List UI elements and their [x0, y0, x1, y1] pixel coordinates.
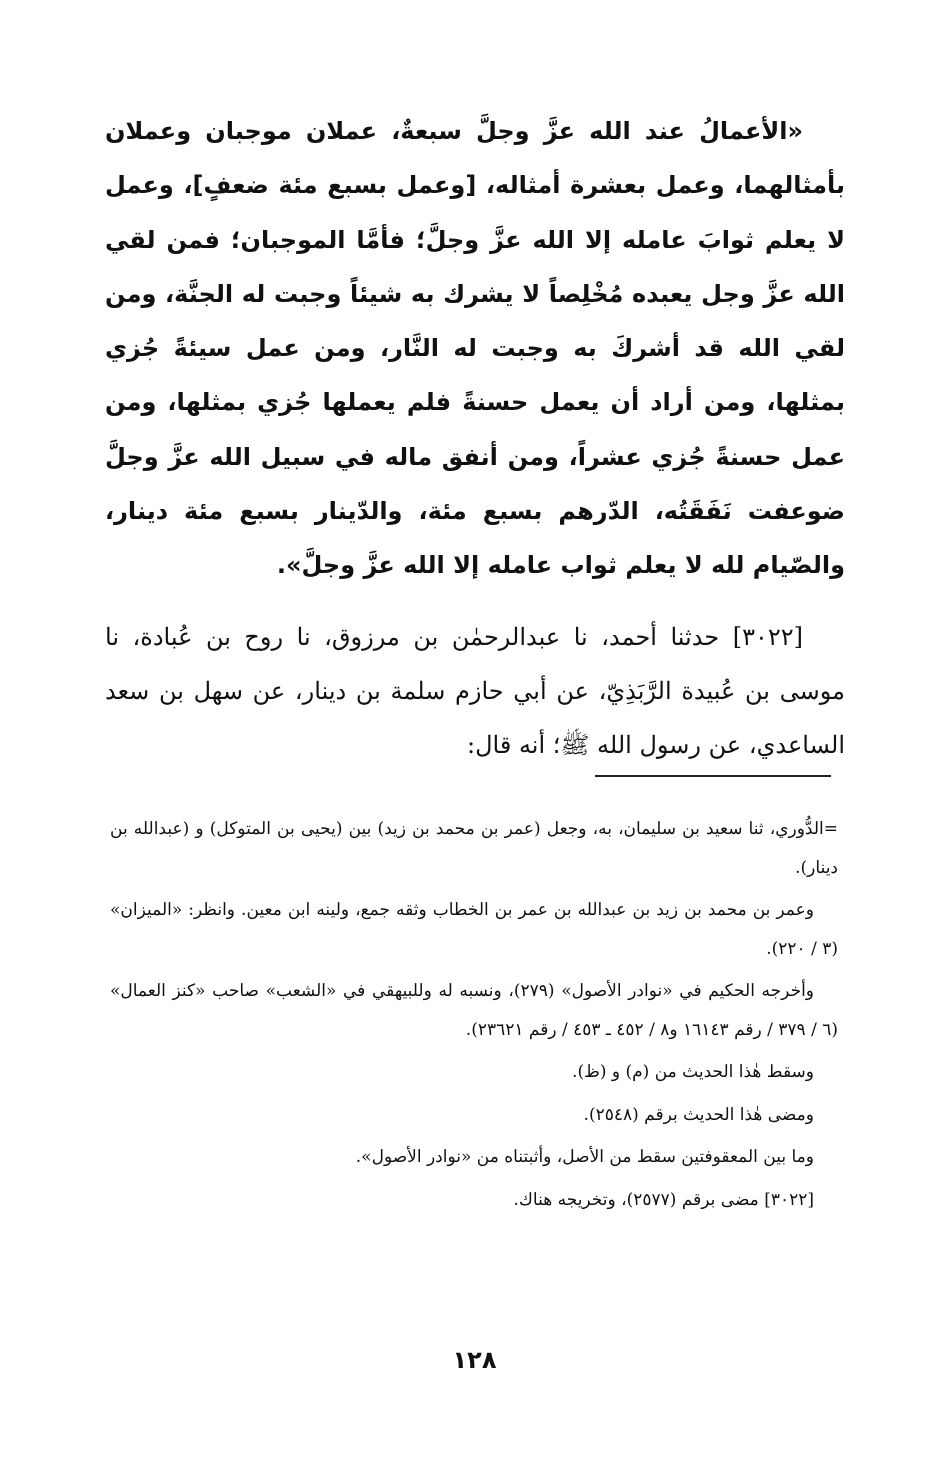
page-number: ١٢٨	[452, 1346, 497, 1374]
footnote-item: وعمر بن محمد بن زيد بن عبدالله بن عمر بن الخطاب وثقه جمع، ولينه ابن معين. وانظر: «الميزان» (٣ / ٢٢٠).	[110, 900, 838, 959]
footnote-separator	[595, 775, 831, 777]
footnotes	[110, 810, 838, 1223]
isnad-block	[105, 610, 845, 772]
footnote-continuation: =الدُّوري، ثنا سعيد بن سليمان، به، وجعل (عمر بن محمد بن زيد) بين (يحيى بن المتوكل) و (عبدالله بن دينار).	[110, 819, 838, 878]
footnote-item: [٣٠٢٢] مضى برقم (٢٥٧٧)، وتخريجه هناك.	[513, 1189, 814, 1210]
footnote-item: وأخرجه الحكيم في «نوادر الأصول» (٢٧٩)، ونسبه له وللبيهقي في «الشعب» صاحب «كنز العمال» (٦ / ٣٧٩ / رقم ١٦١٤٣ و٨ / ٤٥٢ ـ ٤٥٣ / رقم ٢٣٦٢١).	[110, 981, 838, 1040]
footnote-item: وما بين المعقوفتين سقط من الأصل، وأثبتناه من «نوادر الأصول».	[355, 1147, 814, 1167]
footnote-item: وسقط هٰذا الحديث من (م) و (ظ).	[572, 1062, 814, 1082]
hadith-text-block	[105, 104, 845, 593]
footnote-item: ومضى هٰذا الحديث برقم (٢٥٤٨).	[583, 1104, 814, 1125]
hadith-paragraph: «الأعمالُ عند الله عزَّ وجلَّ سبعةٌ، عملان موجبان وعملان بأمثالهما، وعمل بعشرة أمثاله، [وعمل بسبع مئة ضعفٍ]، وعمل لا يعلم ثوابَ عامله إلا الله عزَّ وجلَّ؛ فأمَّا الموجبان؛ فمن لقي الله عزَّ وجل يعبده مُخْلِصاً لا يشرك به شيئاً وجبت له الجنَّة، ومن لقي الله قد أشركَ به وجبت له النَّار، ومن عمل سيئةً جُزي بمثلها، ومن أراد أن يعمل حسنةً فلم يعملها جُزي بمثلها، ومن عمل حسنةً جُزي عشراً، ومن أنفق ماله في سبيل الله عزَّ وجلَّ ضوعفت نَفَقَتُه، الدّرهم بسبع مئة، والدّينار بسبع مئة دينار، والصّيام لله لا يعلم ثواب عامله إلا الله عزَّ وجلَّ».	[105, 117, 845, 580]
isnad-paragraph: [٣٠٢٢] حدثنا أحمد، نا عبدالرحمٰن بن مرزوق، نا روح بن عُبادة، نا موسى بن عُبيدة الرَّبَذِيّ، عن أبي حازم سلمة بن دينار، عن سهل بن سعد الساعدي، عن رسول الله ﷺ؛ أنه قال:	[105, 623, 845, 759]
